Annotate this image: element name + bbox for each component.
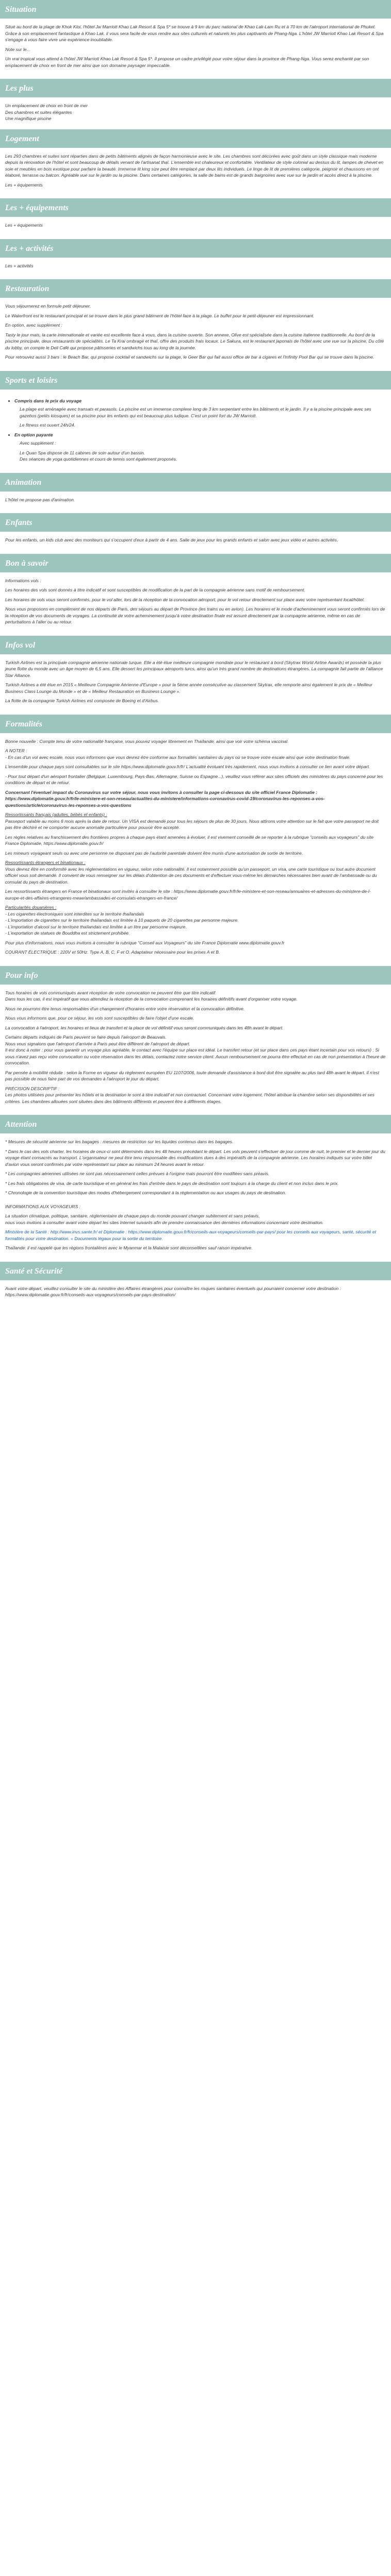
section-enfants [0, 532, 391, 554]
attention-text: * Mesures de sécurité aérienne sur les bagages : mesures de restriction sur les liquides contenus dans les bagages. [5, 1139, 234, 1144]
section-activites [0, 258, 391, 280]
sante-text: Avant votre départ, veuillez consulter le site du ministère des Affaires étrangères pour connaître les risques sanitaires éventuels qui pourraient concerner votre destination : https://www.diplomatie.gouv.fr/fr/conseils-aux-voyageurs/conseils-par-pays-destination/ [5, 1285, 341, 1297]
activites-text: Les + activités [5, 263, 34, 268]
situation-text: Situé au bord de la plage de Khok Kloi, l'hôtel Jw Marriott Khao Lak Resort & Spa 5* se trouve à 9 km du parc national de Khao Lak-Lam Ru et à 70 km de l'aéroport international de Phuket. Grâce à son emplacement fantastique à Khao Lak, il vous sera facile de vous rendre aux sites culturels et naturels les plus captivants de Phang-Nga. L'hôtel JW Marriott Khao Lak Resort & Spa s'engage à vous faire vivre une expérience inoubliable. [5, 24, 384, 42]
section-logement [0, 148, 391, 199]
section-title-sports: Sports et loisirs [0, 371, 391, 389]
section-pour-info [0, 985, 391, 1115]
section-title-pour-info: Pour info [0, 966, 391, 985]
sports-included-heading: • Compris dans le prix du voyage [14, 398, 386, 404]
formalites-text: Pour plus d'informations, nous vous invitons à consulter la rubrique "Conseil aux Voyageurs" du site France Diplomatie www.diplomatie.gouv.fr [5, 940, 285, 945]
section-restauration [0, 298, 391, 371]
sports-option-heading: • En option payante [14, 432, 386, 438]
animation-text: L'hôtel ne propose pas d'animation. [5, 497, 75, 502]
section-title-infos-vol: Infos vol [0, 636, 391, 654]
vol-text: La flotte de la compagnie Turkish Airlines est composée de Boeing et d'Airbus. [5, 698, 159, 703]
attention-links[interactable]: Ministère de la Santé : http://www.invs.sante.fr/ et Diplomatie : https://www.diplomatie.gouv.fr/fr/conseils-aux-voyageurs/conseils-par-pays/ pour les conseils aux voyageurs, santé, sécurité et formalités pour votre destination. « Documents légaux pour la sortie du territoire. [5, 1229, 377, 1241]
info-text: Il est donc à noter : pour vous garantir un voyage plus agréable, le contact avec l'équipe sur place est idéal. Le transfert retour (et sur place dans ces pays étant incertain pour vos retours) : Si vous n'avez pas reçu votre convocation ou votre réservation dans les délais, contactez notre service client. Aucun remboursement ne pourra être effectué en cas de non présentation à l'heure de convocation. [5, 1047, 386, 1065]
formalites-text: Les règles relatives au franchissement des frontières propres à chaque pays étant amenées à évoluer, il est vivement conseillé de se reporter à la rubrique "conseils aux voyageurs" du site France Diplomatie, https://www.diplomatie.gouv.fr/ [5, 834, 374, 846]
section-title-situation: Situation [0, 0, 391, 19]
restauration-main: Le Waterfront est le restaurant principal et se trouve dans le plus grand bâtiment de l'hôtel face à la plage. Le buffet pour le petit-déjeuner est impressionnant. [5, 313, 315, 318]
section-title-formalites: Formalités [0, 715, 391, 733]
section-animation [0, 492, 391, 514]
restauration-option-text: Tasty le jour mais, la carte internationale et variée est excellente face à vous, dans la cuisine ouverte. Son annexe, Olive est spécialisée dans la cuisine italienne traditionnelle. Au bord de la piscine principale, deux restaurants de spécialités. Le Ta Krai ombragé et thaï, offre des produits frais locaux. Le Sakura, est le restaurant japonais de l'hôtel avec une vue sur la piscine. Du côté du lobby, on compte le Deli Café qui propose pâtisseries et sandwichs tous au long de la journée. [5, 332, 384, 350]
logement-text-2: Les + équipements [5, 182, 43, 188]
section-title-restauration: Restauration [0, 279, 391, 298]
formalites-text: - Pour tout départ d'un aéroport frontalier (Belgique, Luxembourg, Pays-Bas, Allemagne, Suisse ou Espagne...), veuillez vous référer aux sites officiels des ministères du pays concerné pour les conditions de départ et de retour. [5, 773, 383, 785]
section-formalites [0, 733, 391, 966]
vol-text: Turkish Airlines est la principale compagnie aérienne nationale turque. Elle a été élue meilleure compagnie mondiale pour le restaurant à bord (Skytrax World Airline Awards) et possède la plus jeune flotte du monde avec un âge moyen de 6,5 ans. Elle dessert les principaux aéroports turcs, ainsi qu'un très grand nombre de destinations étrangères. La compagnie fait partie de l'alliance Star Alliance. [5, 659, 383, 678]
formalites-text: - En cas d'un vol avec escale, nous vous informons que vous devrez être conforme aux formalités sanitaires du pays où se trouve votre escale ainsi que votre destination finale. [5, 754, 351, 760]
enfants-text: Pour les enfants, un kids club avec des moniteurs qui s'occupent d'eux à partir de 4 ans. Salle de jeux pour les grands enfants et salon avec jeux vidéo et autres activités. [5, 537, 338, 543]
section-title-equipements: Les + équipements [0, 198, 391, 217]
info-text: Tous horaires de vols communiqués avant réception de votre convocation ne peuvent être que titre indicatif. [5, 990, 217, 995]
formalites-customs-item: - L'exportation de statues de Bouddha est strictement prohibée. [5, 930, 130, 936]
section-title-sante: Santé et Sécurité [0, 1262, 391, 1280]
formalites-customs-label: Particularités douanières : [5, 905, 57, 910]
info-text: Par pensée à mobilité réduite : selon la Forme en vigueur du règlement européen EU 1107/2006, toute demande d'assistance à bord doit être signalée au plus tard 48h avant le départ. Il n'est pas possible de nous faire part de vos demandes à l'aéroport le jour du départ. [5, 1070, 379, 1081]
vol-text: Turkish Airlines a été élue en 2015 « Meilleure Compagnie Aérienne d'Europe » pour la 5ème année consécutive au classement Skytrax, elle remporte ainsi également le prix de « Meilleur Business Class Lounge du Monde » et de « Meilleur Restauration en Business Lounge ». [5, 682, 373, 694]
section-situation [0, 19, 391, 79]
restauration-formula: Vous séjournerez en formule petit déjeuner. [5, 303, 91, 309]
plus-item: Une magnifique piscine [5, 116, 52, 121]
section-title-bon-a-savoir: Bon à savoir [0, 554, 391, 572]
equipements-text: Les + équipements [5, 223, 43, 228]
formalites-customs-item: - Les cigarettes électroniques sont interdites sur le territoire thaïlandais [5, 911, 144, 917]
savoir-vols-label: Informations vols : [5, 578, 41, 583]
section-bon-a-savoir [0, 572, 391, 636]
info-precision-label: PRÉCISION DESCRIPTIF : [5, 1086, 60, 1091]
attention-text: La situation climatique, politique, sanitaire, réglementaire de chaque pays du monde pouvant changer subitement et sans préavis, [5, 1213, 260, 1218]
info-text: Les photos utilisées pour présenter les hôtels et la destination le sont à titre indicatif et non contractuel. Concernant votre logement, l'hôtel attribue la chambre selon ses disponibilités et ses critères. Les chambres allouées sont situées dans des bâtiments différents et peuvent être à différents étages. [5, 1092, 374, 1104]
formalites-text: Vous devrez être en conformité avec les réglementations en vigueur, selon votre nationalité. Il est notamment possible qu'un passeport, un visa, une carte touristique ou tout autre document officiel vous soit demandé. Il convient de vous renseigner sur les délais d'obtention de ces documents et d'effectuer vous-même les démarches nécessaires bien avant de l'ambassade ou du consulat du pays de destination. [5, 866, 377, 885]
attention-text: * Les compagnies aériennes utilisées ne sont pas nécessairement celles prévues à l'origine mais pourront être modifiées sans préavis. [5, 1171, 270, 1176]
info-text: Certains départs indiqués de Paris peuvent se faire depuis l'aéroport de Beauvais. [5, 1035, 167, 1040]
section-sports [0, 389, 391, 473]
formalites-covid: Concernant l'éventuel impact du Coronavirus sur votre séjour, nous vous invitons à consulter la page ci-dessous du site officiel France Diplomatie : https://www.diplomatie.gouv.fr/fr/le-ministere-et-son-reseau/actualites-du-ministere/informations-coronavirus-covid-19/coronavirus-les-reponses-a-vos-questions/article/coronavirus-les-reponses-a-vos-questions [5, 789, 325, 808]
info-text: Nous vous signalons que l'aéroport d'arrivée à Paris peut être différent de l'aéroport de départ. [5, 1041, 190, 1046]
info-text: La convocation à l'aéroport, les horaires et lieux de transfert et la place de vol définitif vous seront communiqués dans les 48h avant le départ. [5, 1025, 284, 1030]
sports-yoga: Des séances de yoga quotidiennes et cours de tennis sont également proposés. [20, 456, 177, 462]
formalites-electric: COURANT ÉLECTRIQUE : 220V et 50Hz. Type A, B, C, F et O. Adaptateur nécessaire pour les prises A et B. [5, 950, 220, 955]
sports-included-text: La plage est aménagée avec transats et parasols. La piscine est un immense complexe long de 3 km serpentant entre les bâtiments et le jardin. Il y a la piscine principale avec ses gazebos (petits kiosques) et sa piscine pour les enfants qui est beaucoup plus ludique. C'est un point fort du JW Marriott. [20, 406, 371, 418]
sports-option-label: Avec supplément : [20, 440, 56, 446]
attention-text: nous vous invitons à consulter avant votre départ les sites Internet suivants afin de prendre connaissance des dernières informations concernant votre destination. [5, 1219, 324, 1225]
savoir-text: Nous vous proposons en complément de nos départs de Paris, des séjours au départ de Province (les trains ou en avion). Les horaires et le mode d'acheminement vous seront confirmés lors de la réception de vos documents de voyages. La continuité de votre acheminement jusqu'à votre destination finale est assuré directement par la compagnie aérienne, même en cas de perturbations à l'aller ou au retour. [5, 606, 385, 624]
formalites-customs-item: - L'importation de cigarettes sur le territoire thaïlandais est limitée à 10 paquets de 20 cigarettes par personne majeure. [5, 918, 239, 923]
attention-text: * Chronologie de la convention touristique des modes d'hébergement correspondant à la réglementation ou aux usages du pays de destination. [5, 1190, 286, 1195]
plus-item: Un emplacement de choix en front de mer [5, 103, 88, 108]
formalites-text: Bonne nouvelle : Compte tenu de votre nationalité française, vous pouvez voyager librement en Thaïlande, ainsi que voir votre schéma vaccinal. [5, 738, 289, 744]
restauration-bars: Pour retrouvez aussi 3 bars : le Beach Bar, qui propose cocktail et sandwichs sur la plage, le Geer Bar qui fait aussi office de bar à cigares et l'Infinity Pool Bar qui se trouve dans la piscine. [5, 354, 374, 360]
sports-fitness: Le fitness est ouvert 24h/24. [20, 422, 75, 428]
sports-spa: Le Quan Spa dispose de 11 cabines de soin autour d'un bassin. [20, 450, 145, 455]
formalites-french-label: Ressortissants français (adultes, bébés et enfants) : [5, 812, 107, 817]
attention-text: * Dans le cas des vols charter, les horaires de ceux-ci sont déterminés dans les 48 heures précédant le départ. Les vols peuvent s'effectuer de jour comme de nuit, le premier et le dernier jour du voyage étant consacrés au transport. L'organisateur ne peut être tenu responsable des modifications dues à des impératifs de la compagnie aérienne. Les horaires indiqués sur votre billet d'avion vous seront confirmés par votre représentant sur place au minimum 24 heures avant le retour. [5, 1148, 385, 1167]
section-title-plus: Les plus [0, 79, 391, 97]
info-text: Nous vous informons que, pour ce séjour, les vols sont susceptibles de faire l'objet d'une escale. [5, 1015, 194, 1021]
section-title-animation: Animation [0, 473, 391, 492]
formalites-foreign-label: Ressortissants étrangers et binationaux : [5, 860, 86, 865]
situation-note: Un vrai tropical vous attend à l'hôtel JW Marriott Khao Lak Resort & Spa 5*. Il propose un cadre privilégié pour votre séjour dans la province de Phang-Nga. Vous serez enchanté par son emplacement de choix en front de mer ainsi que son domaine paysager impeccable. [5, 56, 369, 68]
attention-text: * Les frais obligatoires de visa, de carte touristique et en général les frais d'entrée dans le pays de destination sont toujours à la charge du client et non inclus dans le prix. [5, 1180, 339, 1186]
section-title-activites: Les + activités [0, 239, 391, 258]
logement-text: Les 293 chambres et suites sont réparties dans de petits bâtiments alignés de façon harmonieuse avec le site. Les chambres sont décorées avec goût dans un style classique mais moderne depuis la rénovation de l'hôtel et sont beaucoup de détails venant de l'artisanat thaï. L'ensemble est chaleureux et confortable. Ventilateur de style colonial au dessus du lit, lampes de chevet en soie et meubles en bois exotique pour parfaire la beauté. Immense lit king size peut être remplacé par deux lits individuels. Le linge de lit de premières catégorie, peignoir et chaussons en ont élaboré, terrasse ou balcon. Agréable vue sur le jardin ou la piscine. Dans certaines catégories, la salle de bains est de grands baignoires avec vue sur le jardin et accès direct à la piscine. [5, 153, 384, 178]
section-title-logement: Logement [0, 129, 391, 148]
attention-text: Thaïlande: il est rappelé que les régions frontalières avec le Myanmar et la Malaisie sont déconseillées sauf raison impérative. [5, 1245, 253, 1250]
formalites-text: Les ressortissants étrangers en France et binationaux sont invités à consulter le site : https://www.diplomatie.gouv.fr/fr/le-ministere-et-son-reseau/annuaires-et-adresses-du-ministere-de-l-europe-et-des-affaires-etrangeres-meae/ambassades-et-consulats-etrangers-en-france/ [5, 889, 371, 901]
restauration-option-label: En option, avec supplément : [5, 323, 62, 328]
section-sante [0, 1280, 391, 1309]
formalites-customs-item: - L'importation d'alcool sur le territoire thaïlandais est limitée à un litre par personne majeure. [5, 924, 187, 929]
savoir-text: Les horaires de vols vous seront confirmés, pour le vol aller, lors de la réception de la convocation aéroport, pour le vol retour directement sur place avec votre représentant local/hôtel. [5, 597, 365, 602]
section-equipements [0, 217, 391, 239]
formalites-text: Les mineurs voyageant seuls ou avec une personne ne disposant pas de l'autorité parentale doivent être munis d'une autorisation de sortie de territoire. [5, 850, 303, 856]
attention-voyageurs-label: INFORMATIONS AUX VOYAGEURS : [5, 1204, 81, 1209]
info-text: Dans tous les cas, il est impératif que vous attendiez la réception de la convocation comprenant les horaires définitifs avant d'organiser votre voyage. [5, 996, 298, 1002]
savoir-text: Les horaires des vols sont donnés à titre indicatif et sont susceptibles de modification de la part de la compagnie aérienne sans motif de remboursement. [5, 587, 305, 592]
formalites-text: L'ensemble pour chaque pays sont consultables sur le site https://www.diplomatie.gouv.fr/fr/ L'actualité évoluant très rapidement, nous vous invitons à consulter ce lien avant votre départ. [5, 764, 370, 769]
formalites-note-label: A NOTER : [5, 748, 27, 753]
situation-note-label: Note sur le... [5, 46, 30, 52]
section-infos-vol [0, 654, 391, 715]
plus-item: Des chambres et suites élégantes [5, 109, 72, 115]
section-title-attention: Attention [0, 1115, 391, 1133]
section-plus [0, 97, 391, 129]
section-title-enfants: Enfants [0, 513, 391, 532]
section-attention [0, 1133, 391, 1262]
formalites-text: Passeport valable au moins 6 mois après la date de retour. Un VISA est demandé pour tous les séjours de plus de 30 jours. Nous attirons votre attention sur le fait que votre passeport ne doit pas être déchiré et ne comporter aucune anomalie particulière pour pouvoir être accepté. [5, 818, 379, 830]
info-text: Nous ne pourrons être tenus responsables d'un changement d'horaires entre votre réservation et la convocation définitive. [5, 1006, 245, 1011]
